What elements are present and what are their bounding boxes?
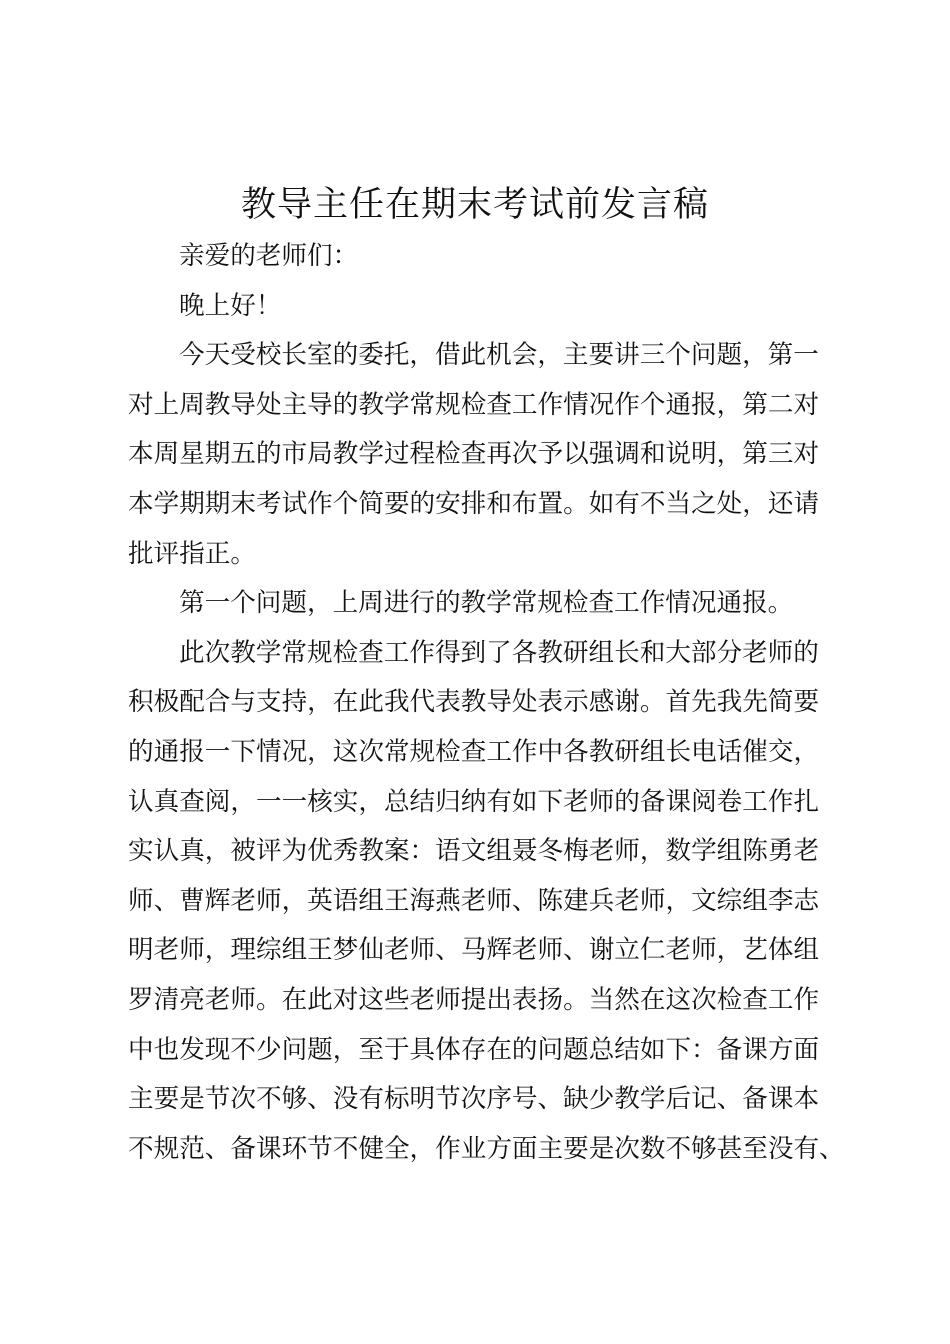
text-line: 实认真，被评为优秀教案：语文组聂冬梅老师，数学组陈勇老: [128, 836, 820, 867]
text-line: 本学期期末考试作个简要的安排和布置。如有不当之处，还请: [128, 488, 820, 519]
paragraph-inspection-report: [128, 629, 845, 1175]
text-line: 今天受校长室的委托，借此机会，主要讲三个问题，第一: [179, 340, 819, 371]
paragraph-introduction: [128, 331, 838, 579]
paragraph-first-issue-heading: [128, 579, 838, 629]
document-body: [128, 232, 845, 1174]
text-line: 师、曹辉老师，英语组王海燕老师、陈建兵老师，文综组李志: [128, 885, 820, 916]
text-line: 积极配合与支持，在此我代表教导处表示感谢。首先我先简要: [128, 687, 820, 718]
text-line: 对上周教导处主导的教学常规检查工作情况作个通报，第二对: [128, 389, 820, 420]
text-line: 不规范、备课环节不健全，作业方面主要是次数不够甚至没有、: [128, 1133, 845, 1164]
text-line: 此次教学常规检查工作得到了各教研组长和大部分老师的: [179, 637, 819, 668]
text-line: 明老师，理综组王梦仙老师、马辉老师、谢立仁老师，艺体组: [128, 935, 820, 966]
text-line: 认真查阅，一一核实，总结归纳有如下老师的备课阅卷工作扎: [128, 786, 820, 817]
paragraph-salutation: [128, 282, 838, 332]
text-line: 本周星期五的市局教学过程检查再次予以强调和说明，第三对: [128, 439, 820, 470]
text-line: 晚上好！: [179, 290, 282, 321]
text-line: 中也发现不少问题，至于具体存在的问题总结如下：备课方面: [128, 1034, 820, 1065]
text-line: 的通报一下情况，这次常规检查工作中各教研组长电话催交，: [128, 736, 820, 767]
text-line: 主要是节次不够、没有标明节次序号、缺少教学后记、备课本: [128, 1084, 820, 1115]
text-line: 亲爱的老师们：: [179, 241, 359, 271]
document-title: 教导主任在期末考试前发言稿: [240, 185, 709, 225]
text-line: 批评指正。: [128, 538, 256, 569]
paragraph-greeting: [128, 232, 838, 282]
text-line: 罗清亮老师。在此对这些老师提出表扬。当然在这次检查工作: [128, 984, 820, 1015]
text-line: 第一个问题，上周进行的教学常规检查工作情况通报。: [179, 588, 794, 619]
